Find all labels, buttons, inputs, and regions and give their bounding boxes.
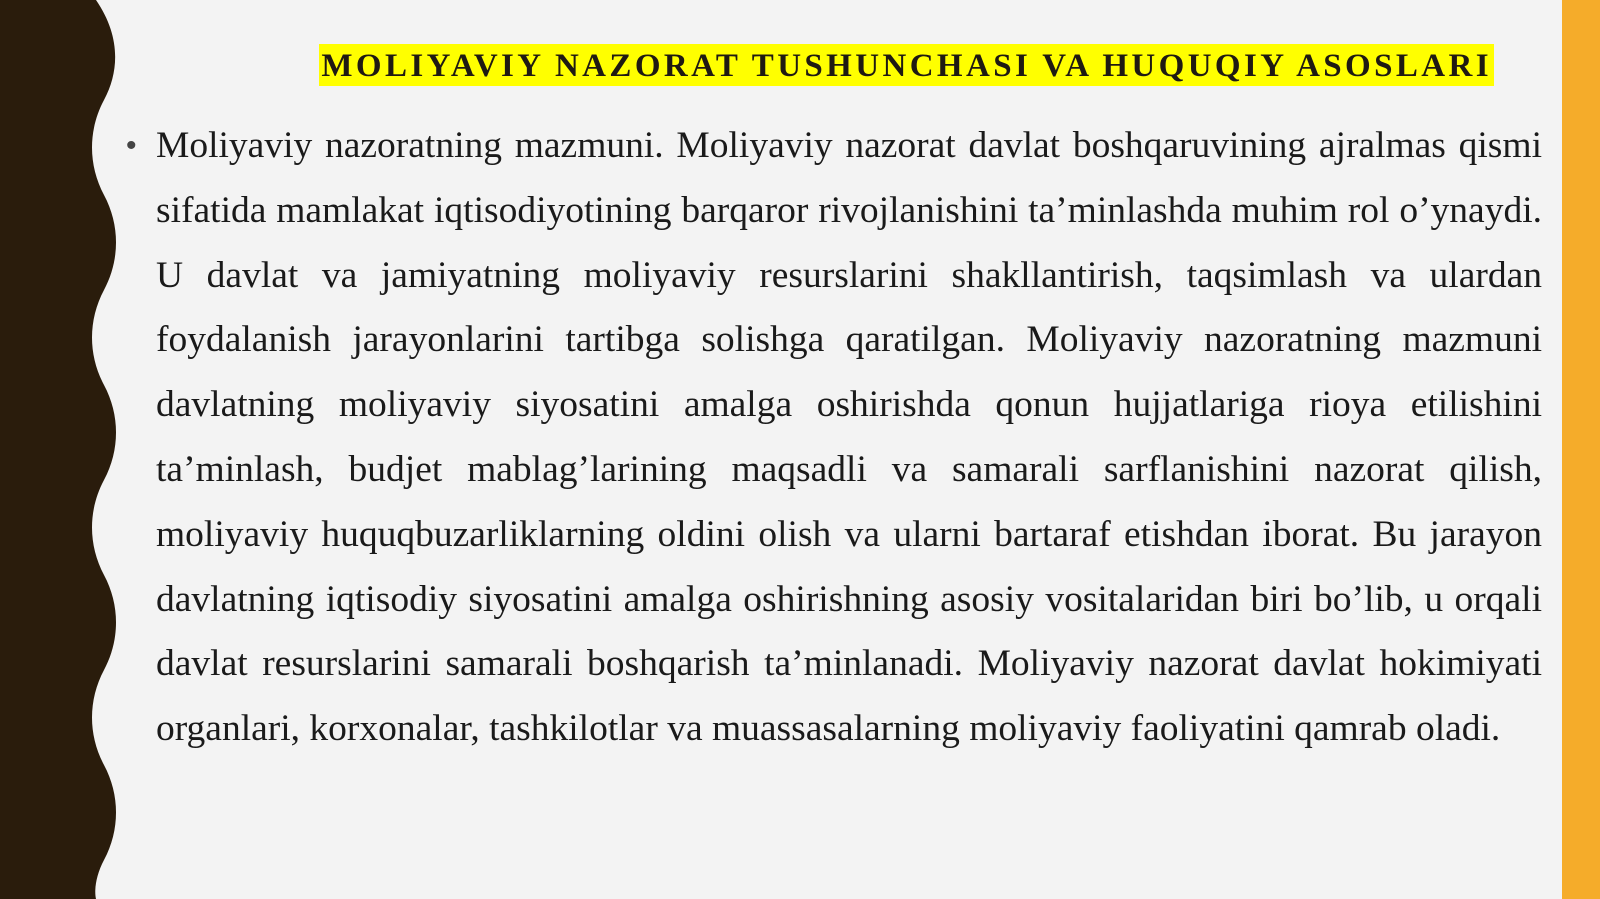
right-accent-band — [1562, 0, 1600, 899]
title-container — [0, 44, 1560, 86]
bullet-text: Moliyaviy nazoratning mazmuni. Moliyaviy nazorat davlat boshqaruvining ajralmas qismi sifatida mamlakat iqtisodiyotining barqaror rivojlanishini ta’minlashda muhim rol o’ynaydi. U davlat va jamiyatning moliyaviy resurslarini shakllantirish, taqsimlash va ulardan foydalanish jarayonlarini tartibga solishga qaratilgan. Moliyaviy nazoratning mazmuni davlatning moliyaviy siyosatini amalga oshirishda qonun hujjatlariga rioya etilishini ta’minlash, budjet mablag’larining maqsadli va samarali sarflanishini nazorat qilish, moliyaviy huquqbuzarliklarning oldini olish va ularni bartaraf etishdan iborat. Bu jarayon davlatning iqtisodiy siyosatini amalga oshirishning asosiy vositalaridan biri bo’lib, u orqali davlat resurslarini samarali boshqarish ta’minlanadi. Moliyaviy nazorat davlat hokimiyati organlari, korxonalar, tashkilotlar va muassasalarning moliyaviy faoliyatini qamrab oladi. — [156, 125, 1542, 750]
bullet-icon: • — [126, 129, 137, 162]
left-wavy-band — [0, 0, 140, 899]
slide-title: MOLIYAVIY NAZORAT TUSHUNCHASI VA HUQUQIY ASOSLARI — [319, 44, 1494, 86]
wavy-band-shape — [0, 0, 116, 899]
content-area — [122, 114, 1542, 762]
bullet-item — [122, 114, 1542, 762]
